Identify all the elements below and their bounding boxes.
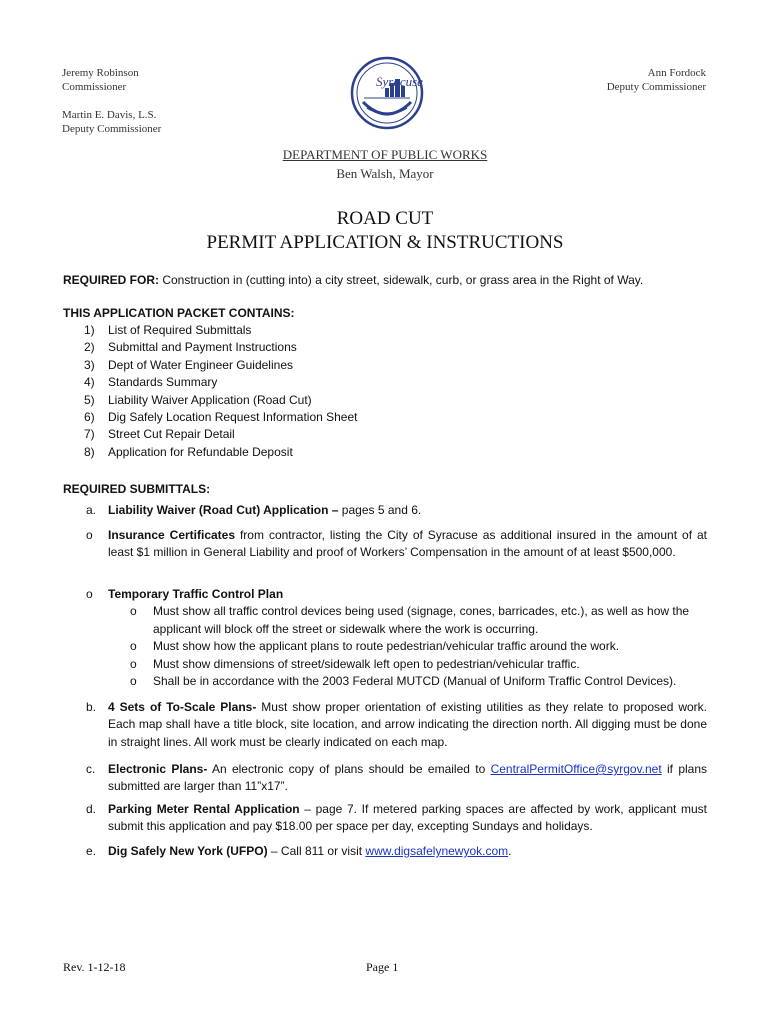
- revision-date: Rev. 1-12-18: [63, 960, 126, 974]
- item-bold-label: Electronic Plans-: [108, 762, 208, 776]
- mayor-line: Ben Walsh, Mayor: [336, 166, 434, 181]
- deputy-commissioner-right-name: Ann Fordock: [647, 67, 706, 79]
- list-item-number: 2): [84, 340, 95, 355]
- submittal-item-a: [86, 502, 707, 519]
- submittal-item-b: [86, 699, 707, 751]
- department-block: [0, 145, 770, 183]
- item-text: – page 7. If metered parking spaces are affected by work, applicant must submit this application and pay $18.00 per space per day, excepting Sundays and holidays.: [108, 802, 707, 834]
- list-item-text: Application for Refundable Deposit: [108, 444, 293, 459]
- item-bold-label: Dig Safely New York (UFPO): [108, 844, 268, 858]
- item-text: – Call 811 or visit: [267, 844, 366, 858]
- deputy-commissioner-name: Martin E. Davis, L.S.: [62, 109, 157, 121]
- list-item-text: Dept of Water Engineer Guidelines: [108, 357, 293, 372]
- list-item: [84, 339, 728, 356]
- item-marker: d.: [86, 802, 97, 816]
- commissioner-name: Jeremy Robinson: [62, 67, 139, 79]
- sub-bullet-marker: o: [130, 674, 137, 689]
- list-item: [84, 409, 728, 426]
- packet-contents-list: [84, 322, 728, 461]
- list-item-number: 4): [84, 375, 95, 390]
- seal-text: Syracuse: [376, 74, 423, 89]
- item-bold-label: Temporary Traffic Control Plan: [108, 587, 284, 601]
- required-for-label: REQUIRED FOR:: [63, 273, 159, 287]
- item-marker: a.: [86, 503, 97, 517]
- item-text: An electronic copy of plans should be emailed to: [207, 762, 491, 776]
- sub-bullet: [130, 673, 707, 690]
- list-item: [84, 374, 728, 391]
- right-officials: [607, 66, 706, 94]
- item-text: from contractor, listing the City of Syracuse as additional insured in the amount of at least $1 million in General Liability and proof of Workers’ Compensation in the amount of at least $500,000.: [108, 528, 707, 560]
- document-title: [0, 207, 770, 255]
- required-submittals-heading-text: REQUIRED SUBMITTALS:: [63, 482, 211, 496]
- city-seal-logo: [350, 56, 424, 130]
- submittal-item-e: [86, 843, 707, 860]
- list-item: [84, 392, 728, 409]
- item-bold-label: Liability Waiver (Road Cut) Application –: [108, 503, 339, 517]
- deputy-commissioner-title: Deputy Commissioner: [62, 123, 162, 135]
- website-link[interactable]: www.digsafelynewyok.com: [365, 844, 509, 858]
- title-line-2: PERMIT APPLICATION & INSTRUCTIONS: [206, 232, 564, 253]
- list-item-number: 3): [84, 357, 95, 372]
- list-item-text: Dig Safely Location Request Information Sheet: [108, 410, 358, 425]
- item-marker: e.: [86, 844, 97, 858]
- sub-bullet-text: Must show all traffic control devices being used (signage, cones, barricades, etc.), as well as how the applicant will block off the street or sidewalk where the work is occurring.: [153, 604, 690, 636]
- item-text: Must show proper orientation of existing utilities as they relate to proposed work. Each map shall have a title block, site location, and arrow indicating the direction north. All digging must be done in straight lines. All work must be clearly indicated on each map.: [108, 700, 707, 749]
- sub-bullet: [130, 656, 707, 673]
- list-item-number: 8): [84, 444, 95, 459]
- item-text-after: .: [508, 844, 512, 858]
- list-item-text: Liability Waiver Application (Road Cut): [108, 392, 312, 407]
- list-item: [84, 322, 728, 339]
- submittal-item-insurance: [86, 527, 707, 562]
- required-for-paragraph: [63, 272, 707, 289]
- sub-bullet-marker: o: [130, 656, 137, 671]
- required-submittals-heading: [63, 481, 707, 498]
- submittal-item-traffic-plan: [86, 586, 707, 690]
- required-for-text: Construction in (cutting into) a city street, sidewalk, curb, or grass area in the Right of Way.: [159, 273, 644, 287]
- bullet-marker: o: [86, 587, 93, 601]
- submittal-item-c: [86, 761, 707, 796]
- bullet-marker: o: [86, 528, 93, 542]
- sub-bullet: [130, 638, 707, 655]
- sub-bullet-text: Shall be in accordance with the 2003 Federal MUTCD (Manual of Uniform Traffic Control Devices).: [153, 674, 677, 689]
- department-name: DEPARTMENT OF PUBLIC WORKS: [282, 147, 488, 162]
- title-line-1: ROAD CUT: [336, 208, 434, 229]
- sub-bullet-marker: o: [130, 639, 137, 654]
- page-number: Page 1: [366, 960, 399, 974]
- commissioner-title: Commissioner: [62, 81, 127, 93]
- list-item-text: List of Required Submittals: [108, 323, 252, 337]
- list-item: [84, 444, 728, 461]
- left-officials: [62, 66, 161, 136]
- list-item-number: 7): [84, 427, 95, 442]
- submittal-item-d: [86, 801, 707, 836]
- sub-bullet-text: Must show dimensions of street/sidewalk left open to pedestrian/vehicular traffic.: [153, 656, 580, 671]
- item-text: pages 5 and 6.: [338, 503, 422, 517]
- packet-contents-heading-text: THIS APPLICATION PACKET CONTAINS:: [63, 306, 295, 320]
- list-item-text: Standards Summary: [108, 375, 218, 390]
- list-item-text: Submittal and Payment Instructions: [108, 340, 297, 355]
- sub-bullet-text: Must show how the applicant plans to route pedestrian/vehicular traffic around the work.: [153, 639, 620, 654]
- list-item-number: 1): [84, 323, 95, 337]
- list-item: [84, 426, 728, 443]
- list-item-number: 6): [84, 410, 95, 425]
- sub-bullet-marker: o: [130, 604, 137, 619]
- email-link[interactable]: CentralPermitOffice@syrgov.net: [490, 762, 662, 776]
- item-bold-label: Parking Meter Rental Application: [108, 802, 300, 816]
- list-item: [84, 357, 728, 374]
- item-bold-label: Insurance Certificates: [108, 528, 236, 542]
- item-marker: c.: [86, 762, 96, 776]
- list-item-text: Street Cut Repair Detail: [108, 427, 235, 442]
- item-bold-label: 4 Sets of To-Scale Plans-: [108, 700, 257, 714]
- packet-contents-heading: [63, 305, 707, 322]
- item-text-after: if plans submitted are larger than 11”x17”.: [108, 762, 708, 794]
- deputy-commissioner-right-title: Deputy Commissioner: [606, 81, 706, 93]
- list-item-number: 5): [84, 392, 95, 407]
- sub-bullet: [130, 603, 707, 638]
- item-marker: b.: [86, 700, 97, 714]
